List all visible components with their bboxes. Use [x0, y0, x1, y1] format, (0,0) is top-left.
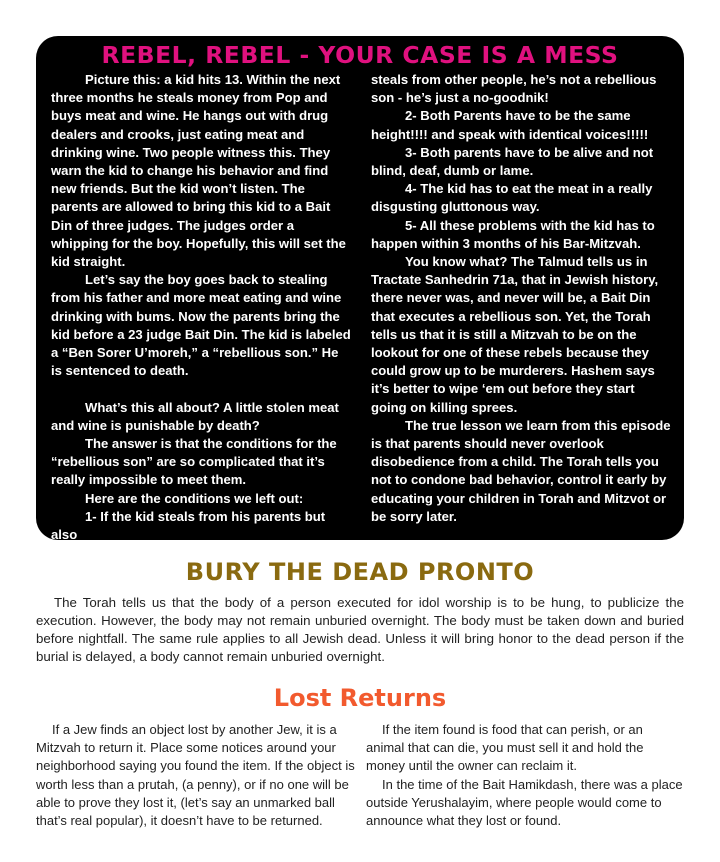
- rebel-paragraph: Here are the conditions we left out:: [85, 490, 304, 506]
- lost-paragraph: If the item found is food that can perish, or an animal that can die, you must sell it and hold the money until the owner can reclaim it.: [366, 722, 644, 774]
- rebel-paragraph: What’s this all about? A little stolen meat and wine is punishable by death?: [51, 399, 339, 433]
- rebel-paragraph: Picture this: a kid hits 13. Within the next three months he steals money from Pop and buys meat and wine. He hangs out with drug dealers and crooks, just eating meat and drinking wine. Two people witness this. They warn the kid to change his behavior and find new friends. But the kid won’t listen. The parents are allowed to bring this kid to a Bait Din of three judges. The judges order a whipping for the boy. Hopefully, this will set the kid straight.: [51, 72, 346, 270]
- rebel-paragraph: steals from other people, he’s not a rebellious son - he’s just a no-goodnik!: [371, 72, 657, 106]
- bury-section-body: [36, 594, 684, 666]
- rebel-condition-4: 4- The kid has to eat the meat in a really disgusting gluttonous way.: [371, 181, 653, 215]
- bury-paragraph: The Torah tells us that the body of a person executed for idol worship is to be hung, to publicize the execution. However, the body may not remain unburied overnight. The body must be taken down and buried before nightfall. The same rule applies to all Jewish dead. Unless it will bring honor to the dead person if the burial is delayed, a body cannot remain unburied overnight.: [36, 595, 684, 664]
- rebel-column-right: [371, 71, 671, 526]
- lost-paragraph: In the time of the Bait Hamikdash, there was a place outside Yerushalayim, where people would come to announce what they lost or found.: [366, 776, 683, 829]
- lost-column-right: [366, 721, 684, 830]
- rebel-section-box: [36, 36, 684, 543]
- lost-section-title: Lost Returns: [273, 684, 447, 712]
- lost-paragraph: If a Jew finds an object lost by another Jew, it is a Mitzvah to return it. Place some notices around your neighborhood saying you found the item. If the object is worth less than a prutah, (a penny), or if no one will be able to prove they lost it, (let’s say an unmarked ball that’s real popular), it doesn’t have to be returned.: [36, 722, 355, 829]
- rebel-condition-1: 1- If the kid steals from his parents but also: [51, 508, 326, 543]
- rebel-paragraph: The answer is that the conditions for the “rebellious son” are so complicated that it’s really impossible to meet them.: [51, 436, 337, 488]
- rebel-condition-2: 2- Both Parents have to be the same height!!!! and speak with identical voices!!!!!: [371, 108, 649, 142]
- rebel-paragraph: You know what? The Talmud tells us in Tractate Sanhedrin 71a, that in Jewish history, there never was, and never will be, a Bait Din that executes a rebellious son. Yet, the Torah tells us that it is still a Mitzvah to be on the lookout for one of these rebels because they could grow up to be murderers. Hashem says it’s better to wipe ‘em out before they start going on killing sprees.: [371, 254, 659, 415]
- lost-column-left: [36, 721, 358, 830]
- rebel-column-left: [51, 71, 351, 544]
- rebel-condition-5: 5- All these problems with the kid has to happen within 3 months of his Bar-Mitzvah.: [371, 217, 655, 251]
- rebel-condition-3: 3- Both parents have to be alive and not blind, deaf, dumb or lame.: [371, 144, 654, 179]
- bury-section-title: BURY THE DEAD PRONTO: [185, 558, 535, 586]
- rebel-section-title: REBEL, REBEL - YOUR CASE IS A MESS: [101, 41, 619, 69]
- rebel-paragraph: Let’s say the boy goes back to stealing from his father and more meat eating and wine drinking with bums. Now the parents bring the kid before a 23 judge Bait Din. The kid is labeled a “Ben Sorer U’moreh,” a “rebellious son.” He is sentenced to death.: [51, 272, 351, 379]
- rebel-paragraph: The true lesson we learn from this episode is that parents should never overlook disobedience from a child. The Torah tells you not to condone bad behavior, control it early by educating your children in Torah and Mitzvot or be sorry later.: [371, 417, 671, 524]
